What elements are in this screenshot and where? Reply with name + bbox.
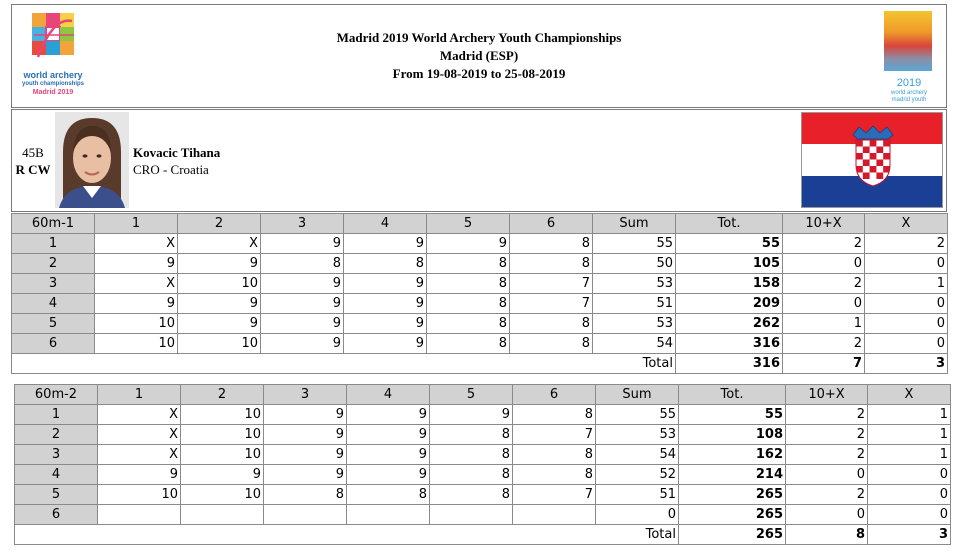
arrow-score-cell: X (178, 234, 261, 254)
end-row (12, 314, 948, 334)
arrow-score-cell: 8 (513, 445, 596, 465)
end-number: 5 (12, 314, 95, 334)
end-number: 4 (12, 294, 95, 314)
arrow-score-cell: 7 (510, 294, 593, 314)
arrow-score-cell: 8 (430, 485, 513, 505)
end-number: 2 (12, 254, 95, 274)
running-total-cell: 105 (676, 254, 783, 274)
arrow-score-cell: 9 (98, 465, 181, 485)
end-number: 3 (15, 445, 98, 465)
count-cell: 2 (783, 234, 865, 254)
event-dates: From 19-08-2019 to 25-08-2019 (392, 66, 566, 81)
count-cell: 0 (783, 254, 865, 274)
count-cell: 0 (868, 485, 951, 505)
end-number: 6 (12, 334, 95, 354)
end-number: 1 (12, 234, 95, 254)
total-tenx-cell: 7 (783, 354, 865, 374)
total-row (12, 354, 948, 374)
arrow-score-cell: 10 (98, 485, 181, 505)
end-sum-cell: 53 (593, 314, 676, 334)
column-header: 6 (510, 214, 593, 234)
count-cell: 0 (865, 334, 948, 354)
count-cell: 2 (786, 405, 868, 425)
end-number: 5 (15, 485, 98, 505)
arrow-score-cell: 8 (510, 234, 593, 254)
arrow-score-cell: 9 (344, 234, 427, 254)
end-sum-cell: 55 (596, 405, 679, 425)
arrow-score-cell: 10 (181, 485, 264, 505)
athlete-category: R CW (15, 162, 51, 177)
column-header: 10+X (786, 385, 868, 405)
target-assignment (12, 144, 54, 178)
end-sum-cell: 52 (596, 465, 679, 485)
end-sum-cell: 55 (593, 234, 676, 254)
count-cell: 1 (783, 314, 865, 334)
end-sum-cell: 51 (596, 485, 679, 505)
column-header: 2 (178, 214, 261, 234)
running-total-cell: 108 (679, 425, 786, 445)
arrow-score-cell: 8 (344, 254, 427, 274)
event-title: Madrid 2019 World Archery Youth Championships (336, 30, 622, 45)
athlete-name: Kovacic Tihana (133, 145, 221, 160)
arrow-score-cell: X (98, 405, 181, 425)
arrow-score-cell (513, 505, 596, 525)
arrow-score-cell: 8 (510, 314, 593, 334)
arrow-score-cell: 8 (427, 334, 510, 354)
arrow-score-cell: 9 (261, 294, 344, 314)
arrow-score-cell: 10 (178, 274, 261, 294)
arrow-score-cell: X (95, 274, 178, 294)
arrow-score-cell: 7 (510, 274, 593, 294)
arrow-score-cell: 9 (178, 314, 261, 334)
count-cell: 1 (865, 274, 948, 294)
end-row (12, 294, 948, 314)
end-row (12, 334, 948, 354)
column-header: Sum (593, 214, 676, 234)
count-cell: 1 (868, 405, 951, 425)
end-row (15, 505, 951, 525)
running-total-cell: 209 (676, 294, 783, 314)
arrow-score-cell: 10 (95, 314, 178, 334)
end-number: 1 (15, 405, 98, 425)
event-header (11, 4, 947, 108)
arrow-score-cell: 8 (513, 465, 596, 485)
arrow-score-cell: 9 (344, 294, 427, 314)
column-header: 1 (95, 214, 178, 234)
column-header: 1 (98, 385, 181, 405)
arrow-score-cell: 8 (427, 254, 510, 274)
croatian-coat-of-arms-icon (850, 125, 896, 187)
arrow-score-cell: 9 (261, 334, 344, 354)
end-row (15, 465, 951, 485)
arrow-score-cell: 9 (427, 234, 510, 254)
total-label: Total (12, 354, 676, 374)
arrow-score-cell: 9 (95, 254, 178, 274)
end-sum-cell: 50 (593, 254, 676, 274)
arrow-score-cell: 10 (95, 334, 178, 354)
column-header: 3 (261, 214, 344, 234)
end-row (15, 425, 951, 445)
arrow-score-cell: 7 (513, 485, 596, 505)
arrow-score-cell: 8 (510, 334, 593, 354)
count-cell: 1 (868, 445, 951, 465)
arrow-score-cell: X (98, 445, 181, 465)
arrow-score-cell: 9 (347, 425, 430, 445)
column-header: 2 (181, 385, 264, 405)
end-number: 4 (15, 465, 98, 485)
arrow-score-cell: 10 (178, 334, 261, 354)
arrow-score-cell: 10 (181, 405, 264, 425)
logo-text-madrid-youth: madrid youth (891, 97, 927, 103)
count-cell: 0 (786, 465, 868, 485)
column-header: 5 (430, 385, 513, 405)
arrow-score-cell: 9 (344, 314, 427, 334)
arrow-score-cell: 8 (427, 274, 510, 294)
arrow-score-cell (98, 505, 181, 525)
arrow-score-cell: 9 (344, 334, 427, 354)
running-total-cell: 158 (676, 274, 783, 294)
athlete-photo (55, 112, 129, 208)
running-total-cell: 55 (676, 234, 783, 254)
running-total-cell: 316 (676, 334, 783, 354)
arrow-score-cell: 10 (181, 445, 264, 465)
arrow-score-cell: 8 (430, 445, 513, 465)
arrow-score-cell: 9 (261, 314, 344, 334)
end-number: 3 (12, 274, 95, 294)
count-cell: 1 (868, 425, 951, 445)
column-header: 3 (264, 385, 347, 405)
end-row (12, 254, 948, 274)
arrow-score-cell: 9 (344, 274, 427, 294)
count-cell: 2 (783, 334, 865, 354)
arrow-score-cell (264, 505, 347, 525)
count-cell: 0 (868, 465, 951, 485)
running-total-cell: 265 (679, 505, 786, 525)
total-row (15, 525, 951, 545)
logo-text-youth-championships: youth championships (21, 81, 84, 87)
arrow-score-cell: 8 (430, 425, 513, 445)
arrow-score-cell: 9 (347, 465, 430, 485)
arrow-score-cell: 9 (347, 405, 430, 425)
count-cell: 0 (786, 505, 868, 525)
end-sum-cell: 53 (596, 425, 679, 445)
count-cell: 2 (783, 274, 865, 294)
event-title-block (12, 29, 946, 83)
count-cell: 2 (786, 485, 868, 505)
running-total-cell: 265 (679, 485, 786, 505)
total-label: Total (15, 525, 679, 545)
end-number: 2 (15, 425, 98, 445)
arrow-score-cell: 8 (261, 254, 344, 274)
event-location: Madrid (ESP) (439, 48, 519, 63)
logo-text-year: 2019 (896, 77, 922, 89)
arrow-score-cell (347, 505, 430, 525)
column-header: Tot. (679, 385, 786, 405)
score-table-60m-1 (11, 213, 948, 374)
arrow-score-cell: 8 (427, 314, 510, 334)
column-header: 6 (513, 385, 596, 405)
column-header: 60m-1 (12, 214, 95, 234)
target-number: 45B (22, 145, 44, 160)
arrow-score-cell: 10 (181, 425, 264, 445)
running-total-cell: 262 (676, 314, 783, 334)
score-table-60m-2 (14, 384, 951, 545)
arrow-score-cell: 9 (261, 274, 344, 294)
count-cell: 0 (783, 294, 865, 314)
total-x-cell: 3 (868, 525, 951, 545)
arrow-score-cell: 9 (181, 465, 264, 485)
table-header-row (12, 214, 948, 234)
count-cell: 2 (786, 445, 868, 465)
arrow-score-cell: 9 (264, 425, 347, 445)
column-header: X (865, 214, 948, 234)
count-cell: 0 (865, 314, 948, 334)
athlete-info-row (11, 109, 947, 212)
arrow-score-cell: X (98, 425, 181, 445)
end-row (15, 485, 951, 505)
arrow-score-cell: 9 (178, 254, 261, 274)
arrow-score-cell: 8 (513, 405, 596, 425)
count-cell: 0 (865, 294, 948, 314)
logo-text-world-archery: world archery (23, 70, 83, 80)
arrow-score-cell (181, 505, 264, 525)
logo-text-world-archery-right: world archery (890, 90, 927, 96)
arrow-score-cell: 8 (427, 294, 510, 314)
arrow-score-cell: 9 (95, 294, 178, 314)
arrow-score-cell: 8 (510, 254, 593, 274)
total-x-cell: 3 (865, 354, 948, 374)
arrow-score-cell: 9 (430, 405, 513, 425)
arrow-score-cell: 7 (513, 425, 596, 445)
count-cell: 2 (865, 234, 948, 254)
end-sum-cell: 51 (593, 294, 676, 314)
madrid-2019-logo (882, 11, 936, 103)
arrow-score-cell: 9 (261, 234, 344, 254)
arrow-score-cell: 9 (347, 445, 430, 465)
total-tot-cell: 316 (676, 354, 783, 374)
arrow-score-cell: 8 (264, 485, 347, 505)
running-total-cell: 214 (679, 465, 786, 485)
arrow-score-cell: 8 (347, 485, 430, 505)
count-cell: 0 (865, 254, 948, 274)
arrow-score-cell: 9 (178, 294, 261, 314)
total-tenx-cell: 8 (786, 525, 868, 545)
total-tot-cell: 265 (679, 525, 786, 545)
end-sum-cell: 0 (596, 505, 679, 525)
column-header: Tot. (676, 214, 783, 234)
column-header: X (868, 385, 951, 405)
column-header: 60m-2 (15, 385, 98, 405)
end-sum-cell: 54 (593, 334, 676, 354)
arrow-score-cell: 9 (264, 465, 347, 485)
athlete-country: CRO - Croatia (133, 162, 209, 177)
table-header-row (15, 385, 951, 405)
column-header: 5 (427, 214, 510, 234)
end-row (15, 405, 951, 425)
arrow-score-cell: 8 (430, 465, 513, 485)
gradient-bar-icon (884, 11, 932, 71)
column-header: 4 (347, 385, 430, 405)
end-row (15, 445, 951, 465)
column-header: 4 (344, 214, 427, 234)
arrow-score-cell: 9 (264, 405, 347, 425)
running-total-cell: 55 (679, 405, 786, 425)
arrow-score-cell: X (95, 234, 178, 254)
count-cell: 2 (786, 425, 868, 445)
running-total-cell: 162 (679, 445, 786, 465)
logo-text-madrid-2019: Madrid 2019 (32, 89, 74, 96)
arrow-score-cell: 9 (264, 445, 347, 465)
end-sum-cell: 53 (593, 274, 676, 294)
croatia-flag (801, 112, 943, 208)
end-number: 6 (15, 505, 98, 525)
column-header: 10+X (783, 214, 865, 234)
end-row (12, 274, 948, 294)
column-header: Sum (596, 385, 679, 405)
arrow-score-cell (430, 505, 513, 525)
end-sum-cell: 54 (596, 445, 679, 465)
end-row (12, 234, 948, 254)
count-cell: 0 (868, 505, 951, 525)
